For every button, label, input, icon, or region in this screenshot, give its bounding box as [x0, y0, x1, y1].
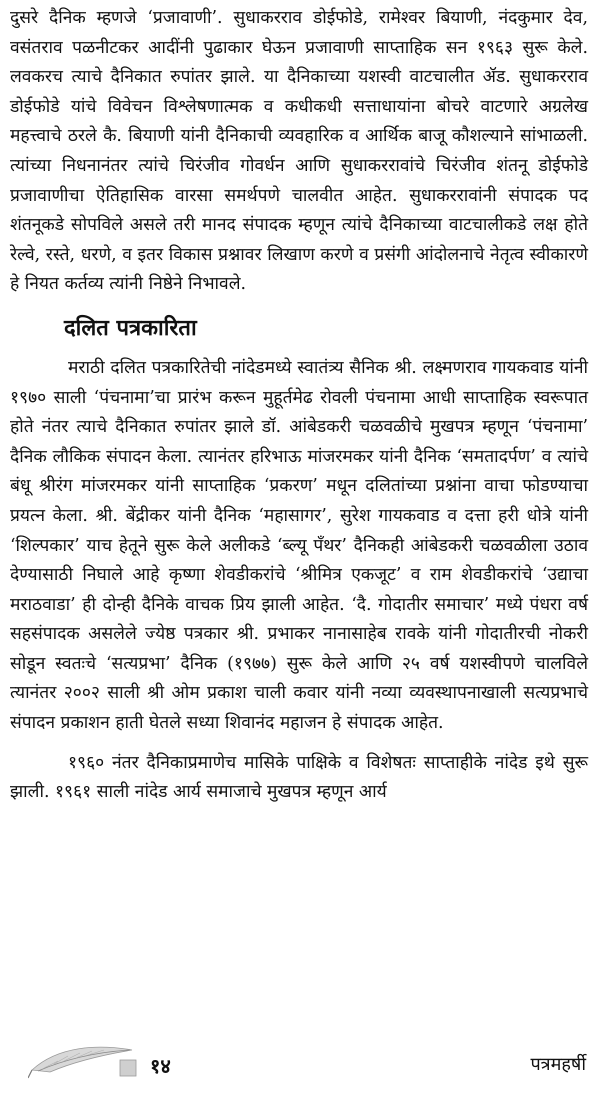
body-paragraph-prajavani: दुसरे दैनिक म्हणजे ‘प्रजावाणी’. सुधाकरराव डोईफोडे, रामेश्वर बियाणी, नंदकुमार देव, वसंतराव पळनीटकर आदींनी पुढाकार घेऊन प्रजावाणी साप्ताहिक सन १९६३ सुरू केले. लवकरच त्याचे दैनिकात रुपांतर झाले. या दैनिकाच्या यशस्वी वाटचालीत ॲड. सुधाकरराव डोईफोडे यांचे विवेचन विश्लेषणात्मक व कधीकधी सत्ताधायांना बोचरे वाटणारे अग्रलेख महत्त्वाचे ठरले कै. बियाणी यांनी दैनिकाची व्यवहारिक व आर्थिक बाजू कौशल्याने सांभाळली. त्यांच्या निधनानंतर त्यांचे चिरंजीव गोवर्धन आणि सुधाकररावांचे चिरंजीव शंतनू डोईफोडे प्रजावाणीचा ऐतिहासिक वारसा समर्थपणे चालवीत आहेत. सुधाकररावांनी संपादक पद शंतनूकडे सोपविले असले तरी मानद संपादक म्हणून त्यांचे दैनिकाच्या वाटचालीकडे लक्ष होते रेल्वे, रस्ते, धरणे, व इतर विकास प्रश्नावर लिखाण करणे व प्रसंगी आंदोलनाचे नेतृत्व स्वीकारणे हे नियत कर्तव्य त्यांनी निष्ठेने निभावले.: [10, 8, 588, 295]
body-paragraph-dalit-journalism: मराठी दलित पत्रकारितेची नांदेडमध्ये स्वातंत्र्य सैनिक श्री. लक्ष्मणराव गायकवाड यांनी १९७० साली ‘पंचनामा’चा प्रारंभ करून मुहूर्तमेढ रोवली पंचनामा आधी साप्ताहिक स्वरूपात होते नंतर त्याचे दैनिकात रुपांतर झाले डॉ. आंबेडकरी चळवळीचे मुखपत्र म्हणून ‘पंचनामा’ दैनिक लौकिक संपादन केला. त्यानंतर हरिभाऊ मांजरमकर यांनी दैनिक ‘समतादर्पण’ व त्यांचे बंधू श्रीरंग मांजरमकर यांनी साप्ताहिक ‘प्रकरण’ मधून दलितांच्या प्रश्नांना वाचा फोडण्याचा प्रयत्न केला. श्री. बेंद्रीकर यांनी दैनिक ‘महासागर’, सुरेश गायकवाड व दत्ता हरी धोत्रे यांनी ‘शिल्पकार’ याच हेतूने सुरू केले अलीकडे ‘ब्ल्यू पँथर’ दैनिकही आंबेडकरी चळवळीला उठाव देण्यासाठी निघाले आहे कृष्णा शेवडीकरांचे ‘श्रीमित्र एकजूट’ व राम शेवडीकरांचे ‘उद्याचा मराठवाडा’ ही दोन्ही दैनिके वाचक प्रिय झाली आहेत. ‘दै. गोदातीर समाचार’ मध्ये पंधरा वर्ष सहसंपादक असलेले ज्येष्ठ पत्रकार श्री. प्रभाकर नानासाहेब रावके यांनी गोदातीरची नोकरी सोडून स्वतःचे ‘सत्यप्रभा’ दैनिक (१९७७) सुरू केले आणि २५ वर्ष यशस्वीपणे चालविले त्यानंतर २००२ साली श्री ओम प्रकाश चाली कवार यांनी नव्या व्यवस्थापनाखाली सत्यप्रभाचे संपादन प्रकाशन हाती घेतले सध्या शिवानंद महाजन हे संपादक आहेत.: [10, 357, 588, 734]
page-footer: [0, 1036, 600, 1086]
section-heading: दलित पत्रकारिता: [64, 315, 197, 341]
running-title: पत्रमहर्षी: [530, 1054, 586, 1075]
page-body: [10, 4, 588, 808]
page-number: १४: [150, 1054, 171, 1078]
body-paragraph-periodicals: १९६० नंतर दैनिकाप्रमाणेच मासिके पाक्षिके व विशेषतः साप्ताहीके नांदेड इथे सुरू झाली. १९६१ साली नांदेड आर्य समाजाचे मुखपत्र म्हणून आर्य: [10, 752, 588, 803]
quill-pen-icon: [28, 1040, 138, 1080]
